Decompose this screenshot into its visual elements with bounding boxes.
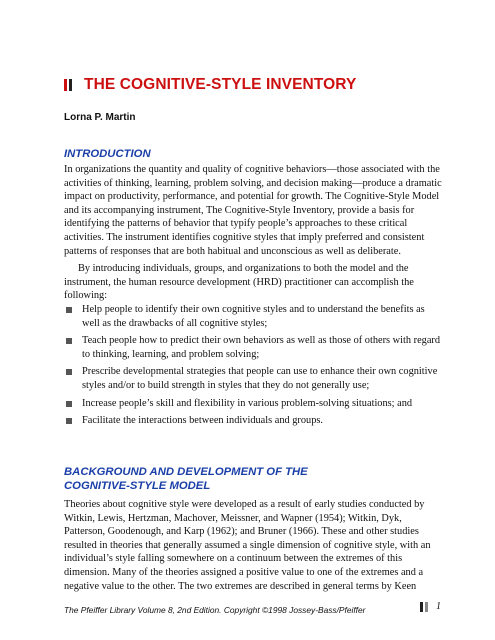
objectives-list xyxy=(64,303,444,432)
list-item-text: Facilitate the interactions between individuals and groups. xyxy=(82,415,324,427)
page-number-block xyxy=(420,601,441,612)
bullet-square-icon xyxy=(66,401,72,407)
list-item xyxy=(64,303,444,330)
list-item xyxy=(64,397,444,411)
page-marker-icon xyxy=(420,602,428,612)
author-name: Lorna P. Martin xyxy=(64,112,136,123)
background-paragraph-1: Theories about cognitive style were developed as a result of early studies conducted by Witkin, Lewis, Hertzman, Machover, Meissner, and Wapner (1954); Witkin, Dyk, Patterson, Goodenough, and Karp (1962); and Bruner (1966). These and other studies resulted in theories that generally assumed a single dimension of cognitive style, with an individual’s style falling somewhere on a continuum between the extremes of this dimension. Many of the theories assigned a positive value to one of the extremes and a negative value to the other. The two extremes are described in general terms by Keen xyxy=(64,499,431,592)
list-item xyxy=(64,365,444,392)
title-row xyxy=(64,76,356,94)
bullet-square-icon xyxy=(66,418,72,424)
section-marker-icon xyxy=(64,79,72,91)
list-item xyxy=(64,334,444,361)
list-item-text: Teach people how to predict their own behaviors as well as those of others with regard to thinking, learning, and problem solving; xyxy=(82,335,441,360)
background-heading xyxy=(64,466,308,493)
introduction-paragraph-2: By introducing individuals, groups, and organizations to both the model and the instrument, the human resource development (HRD) practitioner can accomplish the following: xyxy=(64,263,414,302)
list-item-text: Prescribe developmental strategies that people can use to enhance their own cognitive styles and/or to build strength in styles that they do not generally use; xyxy=(82,366,438,391)
page-number: 1 xyxy=(436,601,441,612)
introduction-heading: INTRODUCTION xyxy=(64,148,151,160)
bullet-square-icon xyxy=(66,369,72,375)
bullet-square-icon xyxy=(66,338,72,344)
bullet-square-icon xyxy=(66,307,72,313)
introduction-paragraph-1: In organizations the quantity and quality of cognitive behaviors—those associated with the activities of thinking, learning, problem solving, and decision making—produce a dramatic impact on productivity, performance, and potential for growth. The Cognitive-Style Model and its accompanying instrument, The Cognitive-Style Inventory, provide a basis for identifying the patterns of behavior that typify people’s approaches to these critical activities. The instrument identifies cognitive styles that imply preferred and consistent patterns of responses that are both habitual and unconscious as well as deliberate. xyxy=(64,164,442,257)
list-item xyxy=(64,414,444,428)
document-title: THE COGNITIVE-STYLE INVENTORY xyxy=(84,76,357,93)
footer-copyright: The Pfeiffer Library Volume 8, 2nd Edition. Copyright ©1998 Jossey-Bass/Pfeiffer xyxy=(64,605,366,615)
background-heading-line-2: COGNITIVE-STYLE MODEL xyxy=(64,479,211,492)
list-item-text: Help people to identify their own cognitive styles and to understand the benefits as well as the drawbacks of all cognitive styles; xyxy=(82,304,425,329)
background-heading-line-1: BACKGROUND AND DEVELOPMENT OF THE xyxy=(64,466,308,478)
list-item-text: Increase people’s skill and flexibility in various problem-solving situations; and xyxy=(82,397,413,409)
